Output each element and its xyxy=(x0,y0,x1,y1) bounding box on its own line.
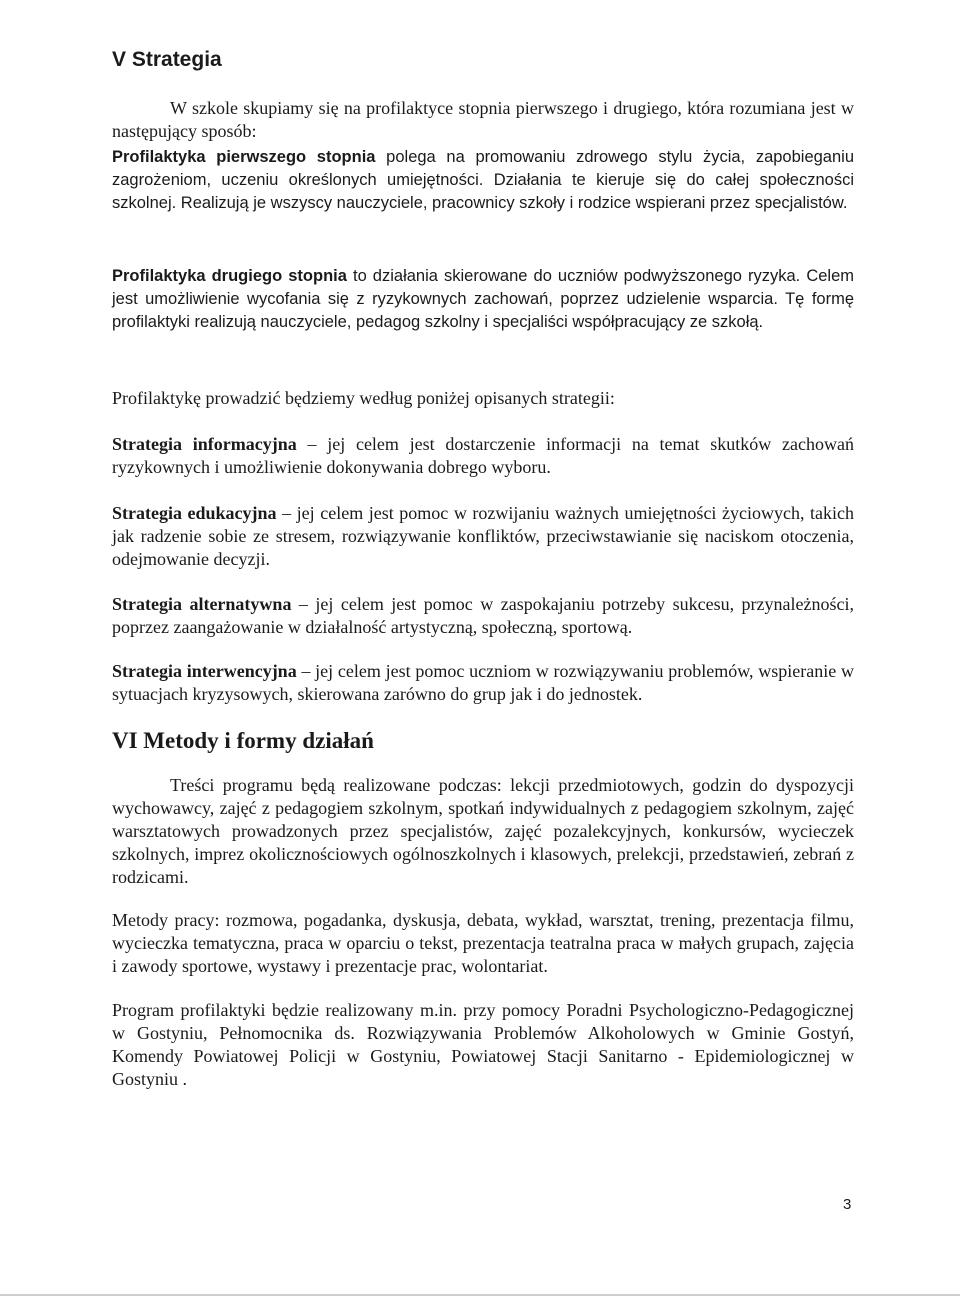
section-heading-methods: VI Metody i formy działań xyxy=(112,728,374,753)
strategy-educational xyxy=(112,502,854,571)
secondary-prevention-text: to działania skierowane do uczniów podwyższonego ryzyka. Celem jest umożliwienie wycofania się z ryzykownych zachowań, poprzez udzielenie wsparcia. Tę formę profilaktyki realizują nauczyciele, pedagog szkolny i specjaliści współpracujący ze szkołą. xyxy=(112,267,854,331)
strategy-informational-text: – jej celem jest dostarczenie informacji na temat skutków zachowań ryzykownych i umożliwienie dokonywania dobrego wyboru. xyxy=(112,434,854,477)
strategy-intervention xyxy=(112,660,854,706)
methods-paragraph-2: Metody pracy: rozmowa, pogadanka, dyskusja, debata, wykład, warsztat, trening, prezentacja filmu, wycieczka tematyczna, praca w oparciu o tekst, prezentacja teatralna praca w małych grupach, zajęcia i zawody sportowe, wystawy i prezentacje prac, wolontariat. xyxy=(112,910,854,976)
section-heading-strategia: V Strategia xyxy=(112,48,222,71)
strategy-alternative-text: – jej celem jest pomoc w zaspokajaniu potrzeby sukcesu, przynależności, poprzez zaangażowanie w działalność artystyczną, społeczną, sportową. xyxy=(112,594,855,637)
strategy-informational-term: Strategia informacyjna xyxy=(112,434,297,454)
strategy-alternative xyxy=(112,593,854,639)
primary-prevention-paragraph xyxy=(112,146,854,215)
secondary-prevention-paragraph xyxy=(112,265,854,334)
strategy-educational-text: – jej celem jest pomoc w rozwijaniu ważnych umiejętności życiowych, takich jak radzenie sobie ze stresem, rozwiązywanie konfliktów, przeciwstawianie się naciskom otoczenia, odejmowanie decyzji. xyxy=(112,503,854,569)
strategy-intervention-term: Strategia interwencyjna xyxy=(112,661,297,681)
primary-prevention-term: Profilaktyka pierwszego stopnia xyxy=(112,148,376,166)
scan-edge-line xyxy=(0,1294,960,1296)
methods-paragraph-1: Treści programu będą realizowane podczas: lekcji przedmiotowych, godzin do dyspozycji wychowawcy, zajęć z pedagogiem szkolnym, spotkań indywidualnych z pedagogiem szkolnym, zajęć warsztatowych prowadzonych przez specjalistów, zajęć pozalekcyjnych, konkursów, wycieczek szkolnych, imprez okolicznościowych ogólnoszkolnych i klasowych, prelekcji, przedstawień, zebrań z rodzicami. xyxy=(112,775,854,887)
strategy-intervention-text: – jej celem jest pomoc uczniom w rozwiązywaniu problemów, wspieranie w sytuacjach kryzysowych, skierowana zarówno do grup jak i do jednostek. xyxy=(112,661,854,704)
secondary-prevention-term: Profilaktyka drugiego stopnia xyxy=(112,267,347,285)
page-number: 3 xyxy=(843,1196,852,1213)
strategies-intro: Profilaktykę prowadzić będziemy według poniżej opisanych strategii: xyxy=(112,388,615,408)
intro-paragraph: W szkole skupiamy się na profilaktyce stopnia pierwszego i drugiego, która rozumiana jest w następujący sposób: xyxy=(112,98,854,141)
methods-paragraph-3: Program profilaktyki będzie realizowany m.in. przy pomocy Poradni Psychologiczno-Pedagogicznej w Gostyniu, Pełnomocnika ds. Rozwiązywania Problemów Alkoholowych w Gminie Gostyń, Komendy Powiatowej Policji w Gostyniu, Powiatowej Stacji Sanitarno - Epidemiologicznej w Gostyniu . xyxy=(112,1000,854,1089)
strategy-alternative-term: Strategia alternatywna xyxy=(112,594,292,614)
primary-prevention-text: polega na promowaniu zdrowego stylu życia, zapobieganiu zagrożeniom, uczeniu określonych umiejętności. Działania te kieruje się do całej społeczności szkolnej. Realizują je wszyscy nauczyciele, pracownicy szkoły i rodzice wspierani przez specjalistów. xyxy=(112,148,854,212)
strategy-educational-term: Strategia edukacyjna xyxy=(112,503,277,523)
strategy-informational xyxy=(112,433,854,479)
